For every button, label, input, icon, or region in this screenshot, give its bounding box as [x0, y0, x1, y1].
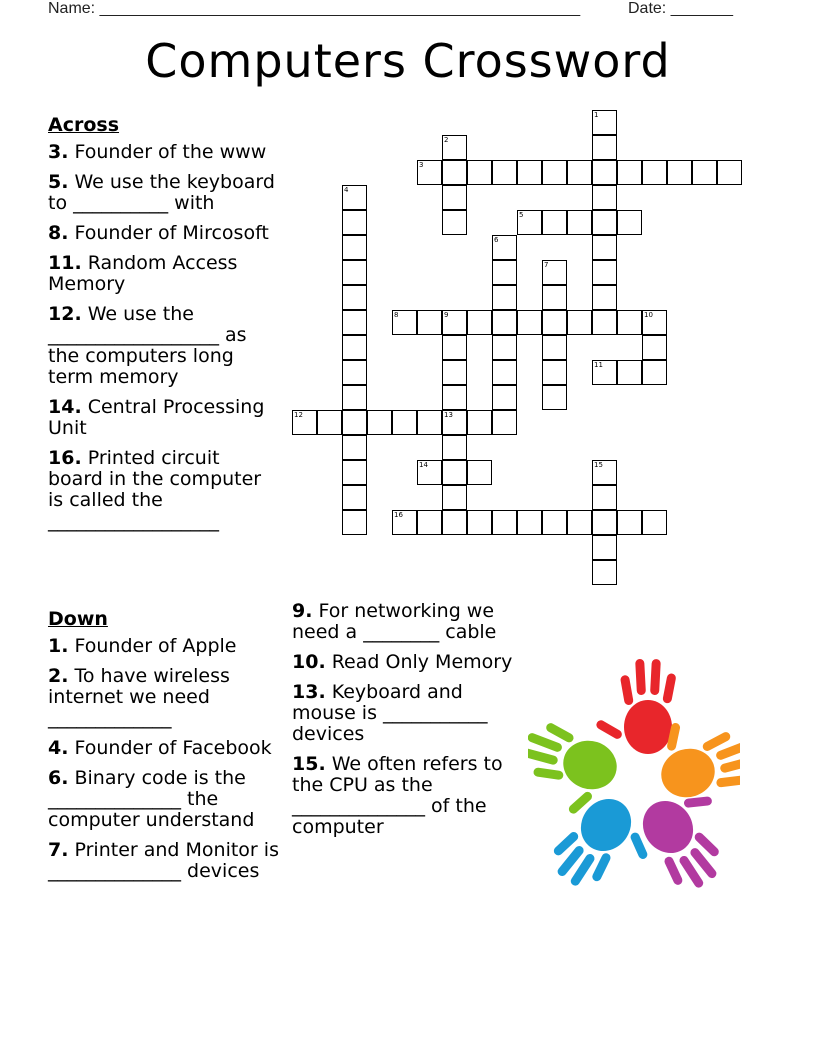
crossword-cell[interactable]: [442, 210, 467, 235]
crossword-cell[interactable]: [592, 460, 617, 485]
page-title: Computers Crossword: [145, 34, 671, 88]
crossword-cell[interactable]: [492, 385, 517, 410]
crossword-cell[interactable]: [342, 285, 367, 310]
clue-across-14: 14. Central Processing Unit: [48, 396, 265, 439]
across-heading: Across: [48, 114, 120, 136]
clue-down-13: 13. Keyboard and mouse is ___________ devices: [292, 681, 488, 745]
crossword-cell[interactable]: [417, 410, 442, 435]
clue-across-12: 12. We use the __________________ as the computers long term memory: [48, 303, 247, 388]
crossword-cell[interactable]: [467, 460, 492, 485]
crossword-cell[interactable]: [592, 285, 617, 310]
crossword-cell[interactable]: [592, 160, 617, 185]
clue-number: 9: [444, 311, 449, 319]
crossword-cell[interactable]: [592, 210, 617, 235]
crossword-cell[interactable]: [442, 135, 467, 160]
crossword-cell[interactable]: [692, 160, 717, 185]
crossword-cell[interactable]: [442, 460, 467, 485]
crossword-cell[interactable]: [517, 210, 542, 235]
clue-across-8: 8. Founder of Mircosoft: [48, 222, 269, 244]
crossword-cell[interactable]: [392, 310, 417, 335]
crossword-cell[interactable]: [342, 260, 367, 285]
crossword-cell[interactable]: [592, 485, 617, 510]
crossword-cell[interactable]: [292, 410, 317, 435]
clue-number: 13: [444, 411, 453, 419]
clue-down-9: 9. For networking we need a ________ cable: [292, 600, 497, 643]
crossword-cell[interactable]: [592, 510, 617, 535]
crossword-cell[interactable]: [392, 410, 417, 435]
clue-number: 8: [394, 311, 399, 319]
clue-number: 4: [344, 186, 349, 194]
crossword-cell[interactable]: [492, 160, 517, 185]
crossword-cell[interactable]: [442, 385, 467, 410]
crossword-cell[interactable]: [342, 310, 367, 335]
blue-hand-icon: [543, 786, 665, 895]
crossword-cell[interactable]: [317, 410, 342, 435]
crossword-cell[interactable]: [442, 510, 467, 535]
crossword-cell[interactable]: [592, 310, 617, 335]
clue-down-15: 15. We often refers to the CPU as the ______________ of the computer: [292, 753, 503, 838]
crossword-cell[interactable]: [442, 185, 467, 210]
down-clues-left: [48, 609, 280, 891]
crossword-cell[interactable]: [542, 510, 567, 535]
crossword-cell[interactable]: [717, 160, 742, 185]
crossword-cell[interactable]: [592, 560, 617, 585]
crossword-cell[interactable]: [642, 310, 667, 335]
clue-down-4: 4. Founder of Facebook: [48, 737, 272, 759]
crossword-cell[interactable]: [667, 160, 692, 185]
crossword-cell[interactable]: [642, 510, 667, 535]
crossword-cell[interactable]: [417, 510, 442, 535]
crossword-cell[interactable]: [442, 160, 467, 185]
clue-across-11: 11. Random Access Memory: [48, 252, 238, 295]
crossword-cell[interactable]: [342, 385, 367, 410]
crossword-cell[interactable]: [342, 210, 367, 235]
crossword-cell[interactable]: [467, 510, 492, 535]
date-field-line: Date: _______: [628, 0, 733, 17]
crossword-cell[interactable]: [442, 410, 467, 435]
crossword-cell[interactable]: [542, 160, 567, 185]
across-clues: [48, 115, 280, 541]
crossword-cell[interactable]: [592, 110, 617, 135]
crossword-cell[interactable]: [642, 335, 667, 360]
clue-across-16: 16. Printed circuit board in the computer is called the __________________: [48, 447, 262, 532]
crossword-cell[interactable]: [442, 335, 467, 360]
crossword-cell[interactable]: [617, 310, 642, 335]
crossword-cell[interactable]: [592, 535, 617, 560]
crossword-cell[interactable]: [492, 335, 517, 360]
crossword-cell[interactable]: [417, 460, 442, 485]
crossword-cell[interactable]: [492, 410, 517, 435]
clue-number: 2: [444, 136, 449, 144]
clue-number: 11: [594, 361, 603, 369]
crossword-cell[interactable]: [417, 160, 442, 185]
crossword-cell[interactable]: [542, 335, 567, 360]
crossword-cell[interactable]: [342, 185, 367, 210]
clue-down-7: 7. Printer and Monitor is ______________ devices: [48, 839, 279, 882]
name-field-line: Name: ______________________________________________________: [48, 0, 581, 17]
crossword-cell[interactable]: [517, 310, 542, 335]
crossword-cell[interactable]: [517, 160, 542, 185]
crossword-cell[interactable]: [342, 410, 367, 435]
clue-number: 15: [594, 461, 603, 469]
crossword-cell[interactable]: [342, 510, 367, 535]
crossword-cell[interactable]: [542, 285, 567, 310]
crossword-cell[interactable]: [592, 185, 617, 210]
clue-number: 3: [419, 161, 424, 169]
crossword-cell[interactable]: [442, 360, 467, 385]
crossword-cell[interactable]: [542, 310, 567, 335]
crossword-cell[interactable]: [467, 310, 492, 335]
clue-across-5: 5. We use the keyboard to __________ with: [48, 171, 275, 214]
crossword-cell[interactable]: [342, 485, 367, 510]
crossword-cell[interactable]: [542, 385, 567, 410]
crossword-cell[interactable]: [617, 510, 642, 535]
crossword-cell[interactable]: [392, 510, 417, 535]
clue-number: 14: [419, 461, 428, 469]
crossword-cell[interactable]: [442, 485, 467, 510]
crossword-cell[interactable]: [442, 435, 467, 460]
clue-number: 6: [494, 236, 499, 244]
crossword-cell[interactable]: [342, 460, 367, 485]
crossword-cell[interactable]: [367, 410, 392, 435]
clue-number: 5: [519, 211, 524, 219]
crossword-cell[interactable]: [342, 360, 367, 385]
crossword-cell[interactable]: [567, 510, 592, 535]
crossword-cell[interactable]: [517, 510, 542, 535]
crossword-cell[interactable]: [617, 360, 642, 385]
crossword-cell[interactable]: [642, 360, 667, 385]
crossword-cell[interactable]: [592, 235, 617, 260]
crossword-cell[interactable]: [467, 160, 492, 185]
crossword-cell[interactable]: [467, 410, 492, 435]
crossword-cell[interactable]: [492, 310, 517, 335]
clue-down-2: 2. To have wireless internet we need _____________: [48, 665, 230, 729]
clue-number: 1: [594, 111, 599, 119]
crossword-cell[interactable]: [342, 335, 367, 360]
clue-across-3: 3. Founder of the www: [48, 141, 267, 163]
crossword-cell[interactable]: [567, 210, 592, 235]
crossword-cell[interactable]: [442, 310, 467, 335]
clue-number: 16: [394, 511, 403, 519]
crossword-cell[interactable]: [542, 360, 567, 385]
crossword-cell[interactable]: [492, 360, 517, 385]
crossword-cell[interactable]: [492, 510, 517, 535]
clue-number: 10: [644, 311, 653, 319]
down-heading: Down: [48, 608, 108, 630]
crossword-cell[interactable]: [492, 235, 517, 260]
clue-down-6: 6. Binary code is the ______________ the computer understand: [48, 767, 255, 831]
crossword-cell[interactable]: [617, 210, 642, 235]
crossword-cell[interactable]: [567, 310, 592, 335]
crossword-cell[interactable]: [592, 260, 617, 285]
crossword-cell[interactable]: [342, 235, 367, 260]
crossword-cell[interactable]: [492, 260, 517, 285]
crossword-cell[interactable]: [567, 160, 592, 185]
crossword-cell[interactable]: [642, 160, 667, 185]
crossword-cell[interactable]: [417, 310, 442, 335]
crossword-cell[interactable]: [492, 285, 517, 310]
crossword-cell[interactable]: [592, 360, 617, 385]
crossword-cell[interactable]: [617, 160, 642, 185]
red-hand-icon: [595, 659, 677, 754]
clue-number: 7: [544, 261, 549, 269]
crossword-cell[interactable]: [592, 135, 617, 160]
crossword-cell[interactable]: [342, 435, 367, 460]
crossword-cell[interactable]: [542, 210, 567, 235]
painted-hands-icon: [528, 655, 740, 895]
clue-number: 12: [294, 411, 303, 419]
clue-down-1: 1. Founder of Apple: [48, 635, 237, 657]
crossword-cell[interactable]: [542, 260, 567, 285]
down-clues-right: [292, 601, 522, 847]
clue-down-10: 10. Read Only Memory: [292, 651, 513, 673]
